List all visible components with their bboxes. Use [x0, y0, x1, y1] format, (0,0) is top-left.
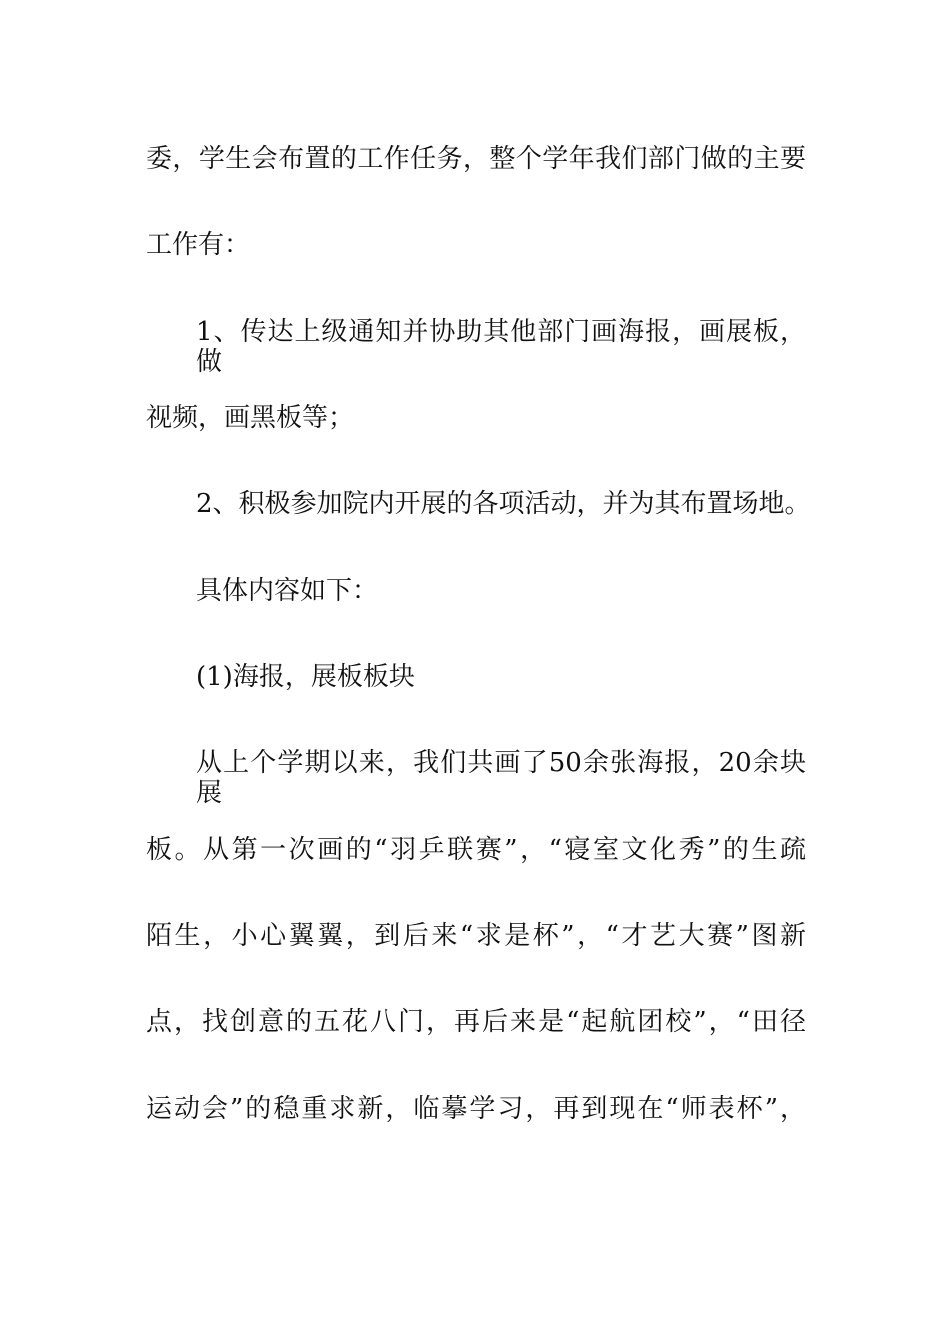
text-line-1: 委，学生会布置的工作任务，整个学年我们部门做的主要	[146, 144, 806, 174]
text-line-9: 板。从第一次画的“羽乒联赛”，“寝室文化秀”的生疏	[146, 835, 806, 865]
text-line-5: 2、积极参加院内开展的各项活动，并为其布置场地。	[196, 489, 811, 519]
text-line-4: 视频，画黑板等；	[146, 403, 355, 433]
text-line-8: 从上个学期以来，我们共画了50余张海报，20余块展	[196, 748, 806, 808]
text-line-6: 具体内容如下：	[196, 576, 379, 606]
text-line-2: 工作有：	[146, 230, 251, 260]
text-line-10: 陌生，小心翼翼，到后来“求是杯”，“才艺大赛”图新	[146, 921, 806, 951]
text-line-11: 点，找创意的五花八门，再后来是“起航团校”，“田径	[146, 1007, 806, 1037]
text-line-3: 1、传达上级通知并协助其他部门画海报，画展板，做	[196, 317, 806, 377]
section-heading-1: (1)海报，展板板块	[196, 662, 415, 692]
text-line-12: 运动会”的稳重求新，临摹学习，再到现在“师表杯”，	[146, 1094, 806, 1124]
